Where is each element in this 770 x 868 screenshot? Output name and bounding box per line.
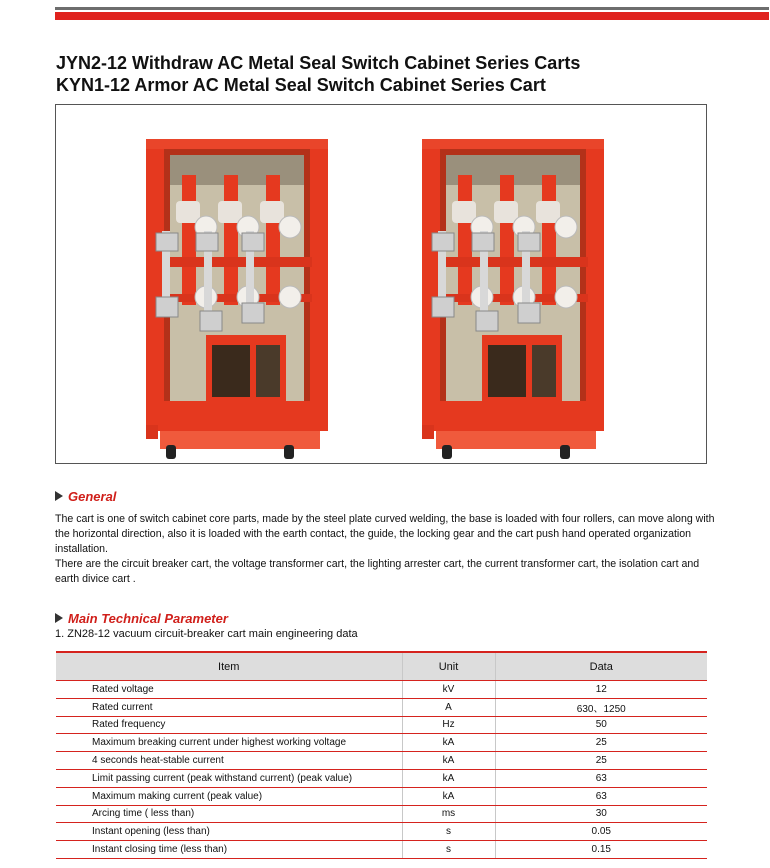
section-heading-parameters (55, 611, 228, 626)
cell-data: 630、1250 (495, 698, 707, 716)
cell-unit: kA (402, 787, 495, 805)
cell-item: Limit passing current (peak withstand current) (peak value) (56, 769, 402, 787)
product-photo-frame (55, 104, 707, 464)
cell-item: Instant closing time (less than) (56, 841, 402, 859)
cell-data: 63 (495, 787, 707, 805)
parameters-heading-label: Main Technical Parameter (68, 611, 228, 626)
header-rule-red (55, 12, 769, 20)
table-row (56, 841, 707, 859)
cell-data: 0.05 (495, 823, 707, 841)
column-header-unit: Unit (402, 652, 495, 681)
cell-item: Instant opening (less than) (56, 823, 402, 841)
cell-unit: kA (402, 734, 495, 752)
table-row (56, 698, 707, 716)
table-row (56, 787, 707, 805)
table-row (56, 769, 707, 787)
cell-data: 12 (495, 681, 707, 699)
table-row (56, 716, 707, 734)
section-heading-general (55, 489, 116, 504)
column-header-item: Item (56, 652, 402, 681)
cell-unit: kA (402, 752, 495, 770)
cell-unit: A (402, 698, 495, 716)
cell-item: Maximum making current (peak value) (56, 787, 402, 805)
page-title-line2: KYN1-12 Armor AC Metal Seal Switch Cabinet Series Cart (56, 75, 546, 95)
cell-data: 50 (495, 716, 707, 734)
table-row (56, 752, 707, 770)
cell-item: Rated current (56, 698, 402, 716)
general-paragraph-2: There are the circuit breaker cart, the voltage transformer cart, the lighting arrester cart, the current transformer cart, the isolation cart and earth divice cart . (55, 558, 700, 585)
table-row (56, 734, 707, 752)
cell-unit: s (402, 823, 495, 841)
cell-data: 25 (495, 734, 707, 752)
cell-unit: Hz (402, 716, 495, 734)
cart-photo-right (422, 139, 604, 459)
table-row (56, 805, 707, 823)
cell-data: 0.15 (495, 841, 707, 859)
cell-item: Maximum breaking current under highest working voltage (56, 734, 402, 752)
switch-cabinet-carts-illustration (56, 105, 706, 463)
header-rule-grey (55, 7, 769, 10)
cell-unit: kV (402, 681, 495, 699)
table-header-row (56, 652, 707, 681)
cell-unit: ms (402, 805, 495, 823)
column-header-data: Data (495, 652, 707, 681)
table-row (56, 823, 707, 841)
cart-photo-left (146, 139, 328, 459)
cell-item: 4 seconds heat-stable current (56, 752, 402, 770)
table-subheading: 1. ZN28-12 vacuum circuit-breaker cart main engineering data (55, 628, 358, 640)
table-row (56, 681, 707, 699)
cell-item: Rated frequency (56, 716, 402, 734)
engineering-data-table (56, 651, 707, 859)
page-title-line1: JYN2-12 Withdraw AC Metal Seal Switch Cabinet Series Carts (56, 53, 581, 73)
cell-unit: kA (402, 769, 495, 787)
cell-data: 63 (495, 769, 707, 787)
cell-item: Rated voltage (56, 681, 402, 699)
cell-data: 25 (495, 752, 707, 770)
cell-unit: s (402, 841, 495, 859)
triangle-bullet-icon (55, 491, 63, 501)
general-heading-label: General (68, 489, 117, 504)
cell-data: 30 (495, 805, 707, 823)
triangle-bullet-icon (55, 613, 63, 623)
general-paragraph-1: The cart is one of switch cabinet core parts, made by the steel plate curved welding, the base is loaded with four rollers, can move along with the horizontal direction, also it is loaded with the earth contact, the guide, the locking gear and the cart push hand operated organization installation. (55, 513, 715, 555)
cell-item: Arcing time ( less than) (56, 805, 402, 823)
